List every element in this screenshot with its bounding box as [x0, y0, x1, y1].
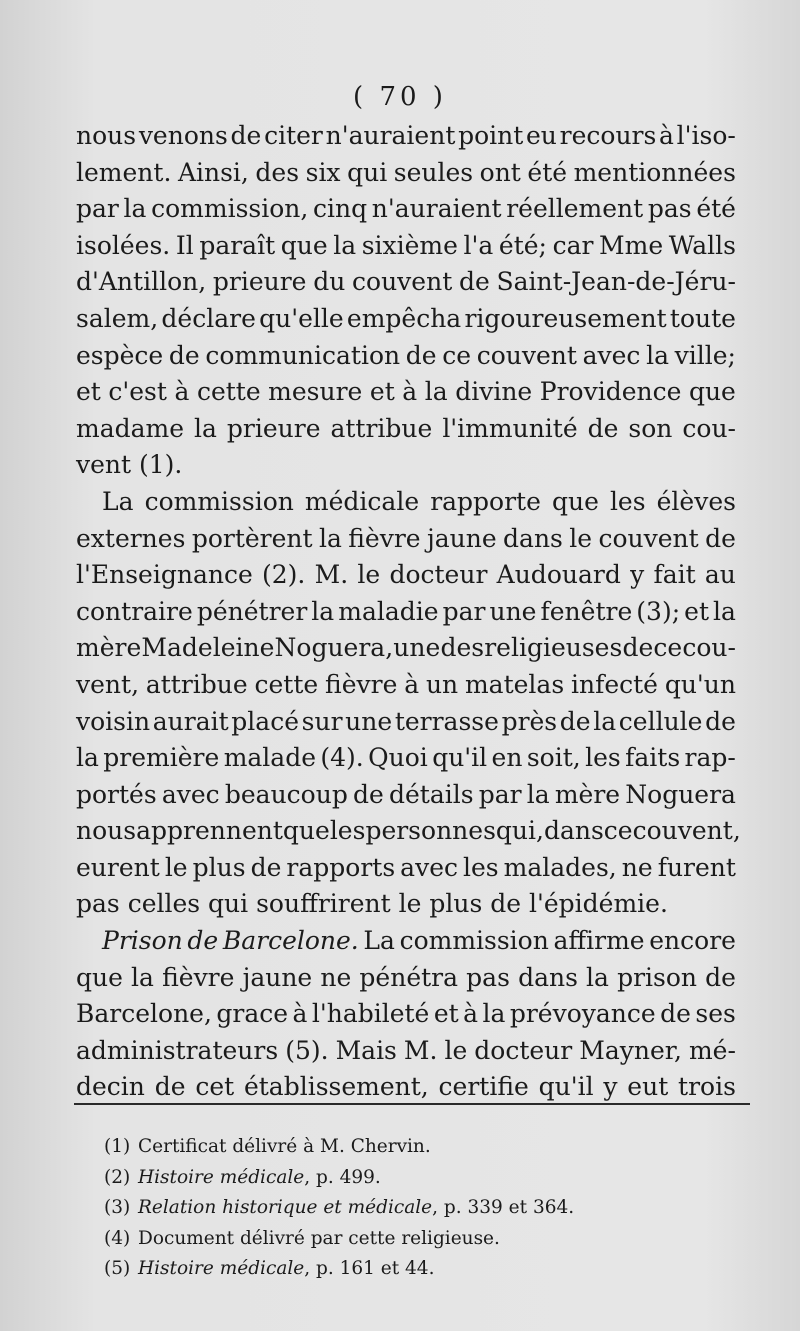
word: mère [554, 779, 621, 809]
word: une [393, 633, 441, 663]
word: de [705, 706, 736, 736]
word: des [255, 157, 300, 187]
word: de [458, 267, 490, 297]
word: nous [76, 121, 137, 150]
word: prison [617, 962, 698, 992]
word: l'iso- [676, 121, 736, 150]
word: qu'il [538, 1072, 594, 1102]
word: Saint-Jean-de-Jéru- [496, 267, 736, 297]
word: et [684, 596, 709, 626]
word: de [405, 340, 437, 370]
word: Noguera [625, 779, 736, 809]
word: le [569, 523, 593, 553]
word: ce [603, 816, 633, 846]
word: réellement [506, 194, 644, 224]
word: à [404, 669, 420, 699]
word: lement. [76, 157, 172, 187]
word: (1). [139, 450, 183, 480]
word: la [593, 706, 617, 736]
word: Quoi [368, 743, 428, 773]
text-line [76, 557, 736, 594]
word: eut [627, 1072, 669, 1102]
word: la [713, 596, 736, 626]
word: malades, [503, 852, 617, 882]
word: fièvre [348, 523, 421, 553]
text-line [76, 374, 736, 411]
word: et [433, 999, 459, 1029]
word: (4). [320, 743, 364, 773]
word: de [705, 523, 736, 553]
word: plus [192, 852, 246, 882]
word: nous [76, 816, 137, 846]
word: ont [479, 157, 521, 187]
word: commission [144, 486, 294, 516]
word: la [194, 413, 217, 443]
text-line [76, 996, 736, 1033]
word: cellule [618, 706, 703, 736]
text-line [76, 118, 736, 155]
footnotes [104, 1132, 744, 1285]
word: le [444, 1035, 468, 1065]
word: encore [649, 926, 736, 956]
word: établissement, [243, 1072, 429, 1102]
word: divine [455, 377, 533, 407]
word: du [313, 267, 346, 297]
word: de [154, 1072, 186, 1102]
word: y [603, 1072, 618, 1102]
word: Mais [335, 1035, 397, 1065]
word: avec [582, 340, 641, 370]
word: l'immunité [442, 413, 578, 443]
word: voisin [76, 706, 151, 736]
word: attribue [330, 413, 433, 443]
word: pas [466, 962, 510, 992]
word: été [696, 194, 736, 224]
word: couvent [598, 523, 699, 553]
word: par [442, 596, 486, 626]
word: couvent, [632, 816, 741, 846]
text-line [76, 923, 736, 960]
word: decin [76, 1072, 145, 1102]
text-line [76, 740, 736, 777]
word: Madeleine [141, 633, 275, 663]
footnote-text: Document délivré par cette religieuse. [138, 1227, 500, 1249]
word: fièvre [325, 669, 398, 699]
word: beaucoup [224, 779, 348, 809]
word: attribue [145, 669, 248, 699]
word: de [353, 779, 384, 809]
word: les [463, 852, 499, 882]
word: sur [301, 706, 343, 736]
word: n'auraient [371, 194, 502, 224]
text-line [76, 960, 736, 997]
word: de [230, 121, 262, 150]
word: fenêtre [540, 596, 633, 626]
word: six [305, 157, 341, 187]
word: prieure [212, 267, 307, 297]
footnote-text: , p. 161 et 44. [304, 1258, 435, 1279]
word: dans [503, 523, 563, 553]
word: sixième [361, 230, 458, 260]
word: point [458, 121, 524, 150]
word: La [363, 926, 395, 956]
word: eurent [76, 852, 160, 882]
word: y [630, 560, 645, 590]
word: seules [393, 157, 474, 187]
text-line [76, 447, 736, 484]
word: l'Enseignance [76, 560, 253, 590]
word: détails [388, 779, 474, 809]
word: car [552, 230, 594, 260]
word: venons [138, 121, 228, 150]
word: empêcha [346, 303, 462, 333]
word: qui [347, 157, 388, 187]
word: mère [76, 633, 142, 663]
word: trois [678, 1072, 736, 1102]
footnote-mark: (5) [104, 1258, 131, 1279]
word: première [103, 743, 220, 773]
word: par [478, 779, 522, 809]
word: et [369, 377, 395, 407]
footnote [104, 1193, 744, 1224]
word: cou- [682, 633, 736, 663]
word: de [559, 706, 591, 736]
word: près [501, 706, 558, 736]
word: l'habileté [311, 999, 430, 1029]
word: Il [175, 230, 194, 260]
footnote [104, 1224, 744, 1255]
word: eu [526, 121, 557, 150]
text-line [76, 228, 736, 265]
word: fièvre [162, 962, 235, 992]
footnote-text: , p. 339 et 364. [432, 1197, 575, 1218]
word: les [585, 743, 621, 773]
word: la [646, 340, 669, 370]
word: un [425, 669, 459, 699]
footnote [104, 1254, 744, 1285]
text-line [76, 1069, 736, 1106]
word: cinq [313, 194, 368, 224]
word: plus [429, 889, 491, 919]
text-line [76, 704, 736, 741]
word: de [490, 889, 530, 919]
word: souffrirent [256, 889, 399, 919]
text-line [76, 777, 736, 814]
word: (5). [285, 1035, 329, 1065]
word: des [440, 633, 485, 663]
word: salem, [76, 303, 159, 333]
word: mesure [268, 377, 363, 407]
word: dans [543, 816, 604, 846]
word: c'est [108, 377, 167, 407]
word: de [587, 413, 619, 443]
word: la [123, 194, 147, 224]
footnote-text: Relation historique et médicale [138, 1197, 433, 1218]
word: d'Antillon, [76, 267, 207, 297]
footnote-text: , p. 499. [304, 1166, 381, 1188]
word: religieuses [484, 633, 623, 663]
word: qu'elle [259, 303, 344, 333]
word: la [526, 779, 550, 809]
word: que [688, 377, 736, 407]
word: le [398, 889, 430, 919]
footnote-mark: (4) [104, 1227, 131, 1249]
word: pas [76, 889, 128, 919]
footnote [104, 1132, 744, 1163]
word: jaune [242, 962, 313, 992]
word: externes [76, 523, 186, 553]
footnote-text: Certificat délivré à M. Chervin. [138, 1136, 431, 1157]
word: contraire [76, 596, 193, 626]
word: (3); [636, 596, 681, 626]
word: la [333, 230, 357, 260]
word: été; [498, 230, 547, 260]
word: à [659, 121, 674, 150]
text-line [76, 301, 736, 338]
word: une [345, 706, 393, 736]
text-line [76, 338, 736, 375]
word: placé [231, 706, 299, 736]
word: M. [403, 1035, 438, 1065]
word: Audouard [496, 560, 621, 590]
word: Walls [668, 230, 736, 260]
page-number: ( 70 ) [353, 82, 447, 112]
word: jaune [426, 523, 497, 553]
word: de [187, 926, 219, 956]
word: cou- [682, 413, 736, 443]
word: mentionnées [573, 157, 736, 187]
word: vent, [76, 669, 140, 699]
word: Prison [102, 926, 183, 956]
word: terrasse [394, 706, 499, 736]
word: à [463, 999, 479, 1029]
footnote-text: Histoire médicale [138, 1258, 305, 1279]
word: portés [76, 779, 157, 809]
word: prieure [226, 413, 321, 443]
word: que [551, 486, 599, 516]
text-line [76, 484, 736, 521]
text-line [76, 264, 736, 301]
word: couvent [352, 267, 453, 297]
word: à [174, 377, 190, 407]
word: que [76, 962, 123, 992]
word: Mme [599, 230, 664, 260]
text-line [76, 191, 736, 228]
word: une [489, 596, 537, 626]
footnote-text: Histoire médicale [138, 1166, 305, 1188]
word: rigoureusement [464, 303, 667, 333]
word: Mayner, [579, 1035, 682, 1065]
word: infecté [570, 669, 658, 699]
word: qui [208, 889, 257, 919]
word: avec [400, 852, 458, 882]
word: paraît [199, 230, 276, 260]
word: la [76, 743, 99, 773]
word: espèce [76, 340, 164, 370]
word: au [704, 560, 736, 590]
word: rapporte [430, 486, 541, 516]
word: affirme [553, 926, 645, 956]
word: l'épidémie. [529, 889, 668, 919]
word: le [164, 852, 188, 882]
text-line [76, 1033, 736, 1070]
word: rap- [684, 743, 736, 773]
word: commission, [151, 194, 309, 224]
word: Noguera, [274, 633, 394, 663]
word: certifie [438, 1072, 529, 1102]
word: ville; [674, 340, 736, 370]
word: la [586, 962, 609, 992]
word: de [622, 633, 654, 663]
footnote-rule [74, 1103, 750, 1105]
word: de [250, 852, 282, 882]
word: de [705, 962, 736, 992]
word: avec [161, 779, 220, 809]
word: la [131, 962, 154, 992]
word: furent [657, 852, 736, 882]
word: cet [195, 1072, 235, 1102]
word: isolées. [76, 230, 171, 260]
footnote-mark: (1) [104, 1136, 131, 1157]
word: l'a [463, 230, 494, 260]
word: M. [314, 560, 349, 590]
word: communication [205, 340, 401, 370]
word: dans [518, 962, 578, 992]
word: pas [647, 194, 692, 224]
word: couvent [476, 340, 577, 370]
word: été [527, 157, 568, 187]
footnote-mark: (3) [104, 1197, 131, 1218]
word: que [282, 816, 330, 846]
word: les [609, 486, 646, 516]
word: de [168, 340, 200, 370]
word: maladie [338, 596, 439, 626]
word: mé- [688, 1035, 736, 1065]
word: Providence [539, 377, 682, 407]
word: matelas [464, 669, 565, 699]
word: pénétrer [196, 596, 308, 626]
word: ne [320, 962, 352, 992]
word: à [292, 999, 308, 1029]
word: Barcelone. [222, 926, 359, 956]
word: ce [442, 340, 472, 370]
word: et [76, 377, 101, 407]
word: de [660, 999, 691, 1029]
word: la [482, 999, 506, 1029]
word: qu'il [432, 743, 488, 773]
word: Ainsi, [177, 157, 249, 187]
word: administrateurs [76, 1035, 279, 1065]
word: grace [216, 999, 289, 1029]
word: docteur [474, 1035, 573, 1065]
body-text [76, 118, 741, 1106]
word: ce [653, 633, 683, 663]
word: en [491, 743, 523, 773]
word: La [102, 486, 134, 516]
word: personnes [365, 816, 496, 846]
word: faits [625, 743, 681, 773]
word: prévoyance [509, 999, 656, 1029]
word: les [329, 816, 366, 846]
word: la [424, 377, 448, 407]
word: aurait [152, 706, 229, 736]
word: madame [76, 413, 185, 443]
text-line [76, 411, 736, 448]
word: le [357, 560, 381, 590]
word: à [402, 377, 418, 407]
word: ses [695, 999, 736, 1029]
word: que [280, 230, 328, 260]
word: recours [559, 121, 657, 150]
word: malade [223, 743, 316, 773]
word: n'auraient [325, 121, 456, 150]
word: vent [76, 450, 140, 480]
word: qui, [495, 816, 544, 846]
word: apprennent [136, 816, 283, 846]
text-line [76, 630, 736, 667]
footnote [104, 1163, 744, 1194]
word: la [311, 596, 335, 626]
text-line [76, 594, 736, 631]
word: soit, [526, 743, 581, 773]
word: celles [127, 889, 209, 919]
word: rapports [286, 852, 396, 882]
text-line [76, 667, 736, 704]
word: déclare [161, 303, 256, 333]
word: son [628, 413, 673, 443]
text-line [76, 521, 736, 558]
word: toute [669, 303, 736, 333]
text-line [76, 850, 736, 887]
word: portèrent [191, 523, 313, 553]
word: par [76, 194, 119, 224]
word: ne [621, 852, 653, 882]
word: qu'un [664, 669, 736, 699]
word: cette [196, 377, 261, 407]
word: médicale [304, 486, 420, 516]
word: commission [399, 926, 549, 956]
text-line [76, 155, 736, 192]
footnote-mark: (2) [104, 1166, 131, 1188]
word: fait [653, 560, 696, 590]
word: pénétra [359, 962, 459, 992]
word: élèves [656, 486, 736, 516]
word: Barcelone, [76, 999, 212, 1029]
text-line [76, 813, 741, 850]
word: citer [264, 121, 323, 150]
word: cette [254, 669, 319, 699]
word: (2). [262, 560, 306, 590]
text-line [76, 886, 736, 923]
word: la [318, 523, 342, 553]
word: docteur [389, 560, 488, 590]
